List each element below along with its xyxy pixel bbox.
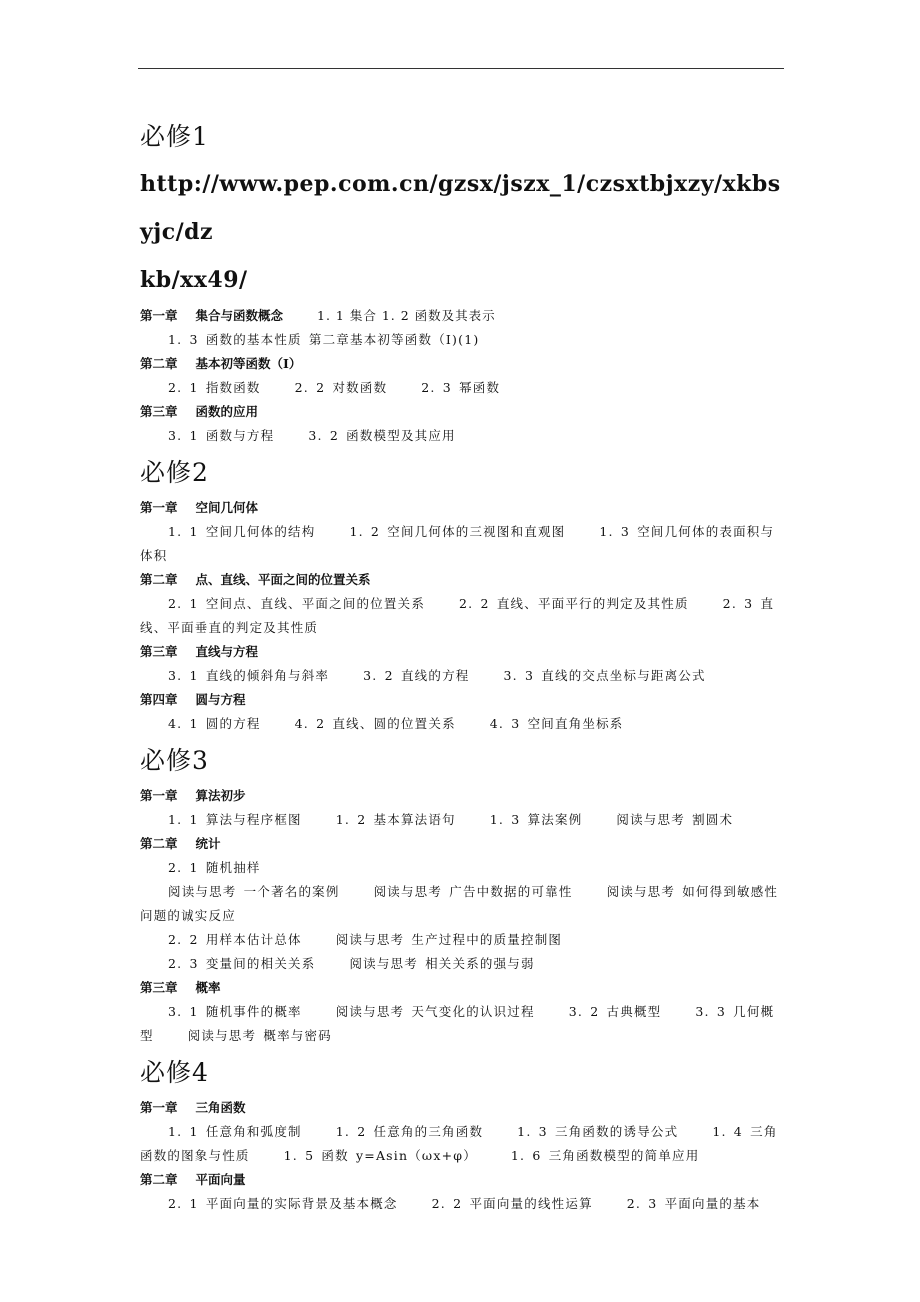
book-heading: 必修2 [140, 457, 209, 487]
chapter-heading: 第二章 统计 [140, 836, 221, 851]
section-list: 阅读与思考 一个著名的案例 阅读与思考 广告中数据的可靠性 阅读与思考 如何得到敏感性问题的诚实反应 [140, 884, 779, 923]
section-list: 3. 1 随机事件的概率 阅读与思考 天气变化的认识过程 3. 2 古典概型 3. 3 几何概型 阅读与思考 概率与密码 [140, 1004, 775, 1043]
section-list: 4. 1 圆的方程 4. 2 直线、圆的位置关系 4. 3 空间直角坐标系 [168, 716, 624, 731]
header-rule [138, 68, 784, 69]
chapter-heading: 第一章 空间几何体 [140, 500, 259, 515]
section-list: 2. 1 空间点、直线、平面之间的位置关系 2. 2 直线、平面平行的判定及其性质 2. 3 直线、平面垂直的判定及其性质 [140, 596, 775, 635]
book-heading: 必修3 [140, 745, 209, 775]
section-list: 3. 1 函数与方程 3. 2 函数模型及其应用 [168, 428, 456, 443]
chapter-heading: 第三章 直线与方程 [140, 644, 259, 659]
section-list: 1. 1 算法与程序框图 1. 2 基本算法语句 1. 3 算法案例 阅读与思考 割圆术 [168, 812, 734, 827]
section-list: 2. 1 随机抽样 [168, 860, 261, 875]
section-list: 2. 3 变量间的相关关系 阅读与思考 相关关系的强与弱 [168, 956, 535, 971]
section-list: 1. 3 函数的基本性质 第二章基本初等函数（Ⅰ)(1) [168, 332, 480, 347]
document-body [140, 112, 786, 1216]
url-link[interactable]: http://www.pep.com.cn/gzsx/jszx_1/czsxtbjxzy/xkbsyjc/dz kb/xx49/ [140, 171, 781, 293]
book-heading: 必修4 [140, 1057, 209, 1087]
chapter-heading: 第四章 圆与方程 [140, 692, 246, 707]
section-list: 2. 1 平面向量的实际背景及基本概念 2. 2 平面向量的线性运算 2. 3 平面向量的基本 [168, 1196, 761, 1211]
chapter-heading: 第一章 集合与函数概念 1. 1 集合 1. 2 函数及其表示 [140, 308, 496, 323]
section-list: 1. 1 空间几何体的结构 1. 2 空间几何体的三视图和直观图 1. 3 空间几何体的表面积与体积 [140, 524, 775, 563]
chapter-heading: 第二章 基本初等函数（Ⅰ） [140, 356, 302, 371]
section-list: 3. 1 直线的倾斜角与斜率 3. 2 直线的方程 3. 3 直线的交点坐标与距离公式 [168, 668, 706, 683]
chapter-heading: 第三章 函数的应用 [140, 404, 259, 419]
section-list: 1. 1 任意角和弧度制 1. 2 任意角的三角函数 1. 3 三角函数的诱导公式 1. 4 三角函数的图象与性质 1. 5 函数 y=Asin（ωx+φ） 1. 6 三角函数模型的简单应用 [140, 1124, 778, 1163]
chapter-heading: 第一章 三角函数 [140, 1100, 246, 1115]
section-list: 2. 1 指数函数 2. 2 对数函数 2. 3 幂函数 [168, 380, 501, 395]
chapter-heading: 第二章 点、直线、平面之间的位置关系 [140, 572, 371, 587]
chapter-heading: 第三章 概率 [140, 980, 221, 995]
section-list: 2. 2 用样本估计总体 阅读与思考 生产过程中的质量控制图 [168, 932, 563, 947]
chapter-heading: 第一章 算法初步 [140, 788, 246, 803]
book-heading: 必修1 [140, 121, 209, 151]
chapter-heading: 第二章 平面向量 [140, 1172, 246, 1187]
